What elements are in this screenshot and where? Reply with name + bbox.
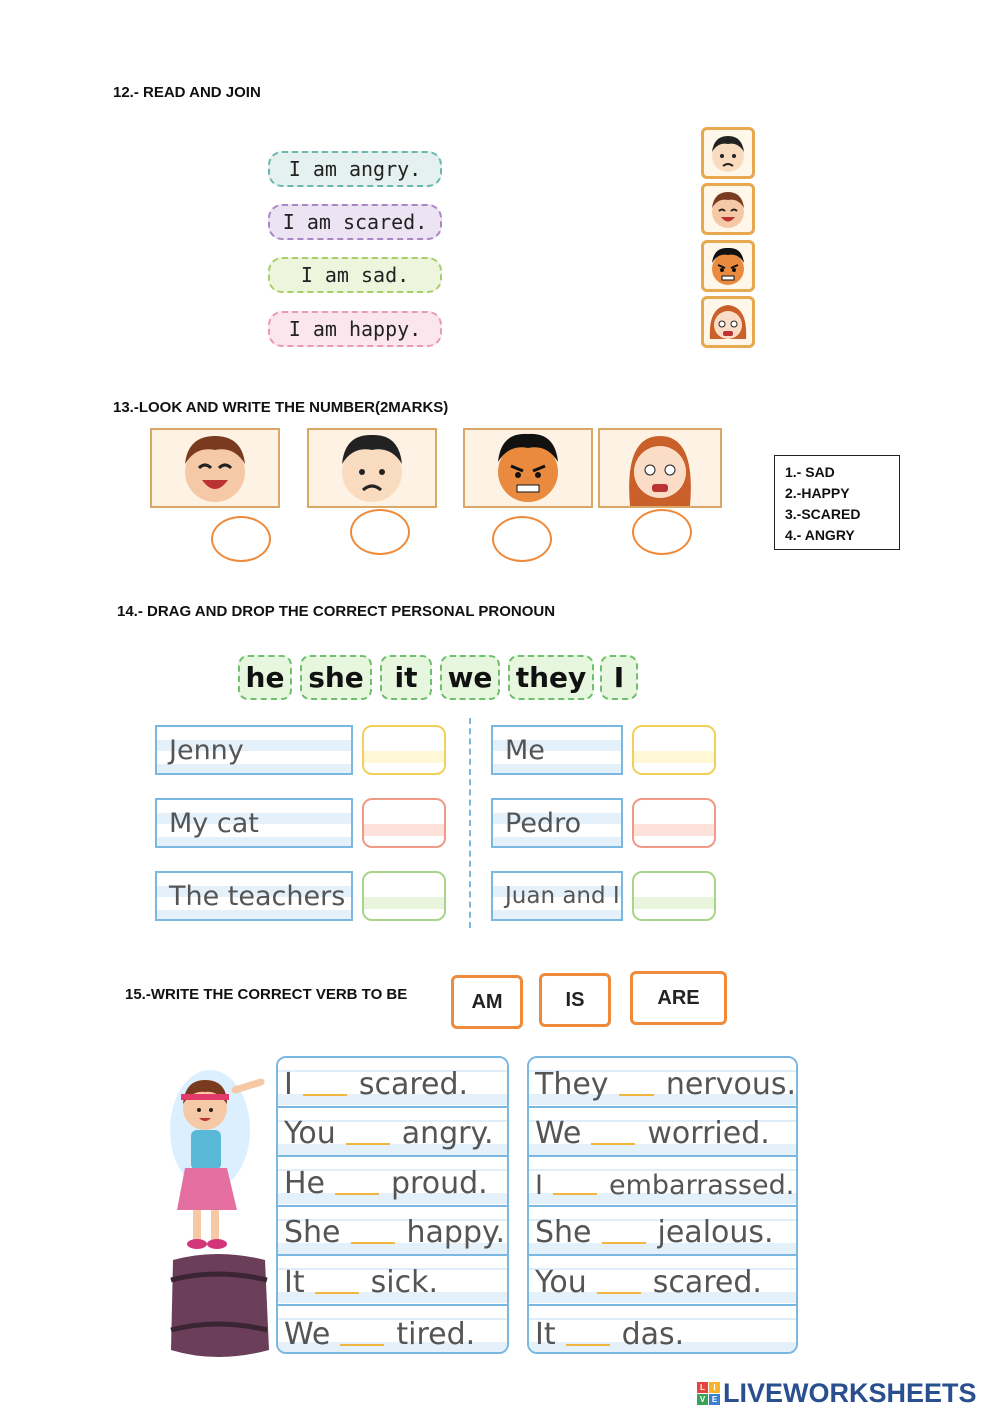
sad-boy-face-icon: [307, 428, 437, 508]
drop-box[interactable]: [632, 725, 716, 775]
verb-am[interactable]: AM: [451, 975, 523, 1029]
answer-circle-4[interactable]: [632, 509, 692, 555]
pronoun-it[interactable]: it: [380, 655, 432, 700]
sentence-row: He proud.: [278, 1157, 507, 1207]
answer-circle-2[interactable]: [350, 509, 410, 555]
sentence-row: We worried.: [529, 1108, 796, 1158]
drop-box[interactable]: [362, 871, 446, 921]
answer-blank[interactable]: [340, 1342, 384, 1346]
sentence-happy[interactable]: I am happy.: [268, 311, 442, 347]
section-13-heading: 13.-LOOK AND WRITE THE NUMBER(2MARKS): [113, 399, 449, 416]
word-box-pedro: Pedro: [491, 798, 623, 848]
drop-box[interactable]: [362, 798, 446, 848]
sentence-row: You angry.: [278, 1108, 507, 1158]
answer-blank[interactable]: [591, 1141, 635, 1145]
angry-boy-face-icon[interactable]: [701, 240, 755, 292]
sentence-row: I scared.: [278, 1058, 507, 1108]
legend-item: 3.-SCARED: [785, 506, 861, 522]
pronoun-she[interactable]: she: [300, 655, 372, 700]
answer-circle-1[interactable]: [211, 516, 271, 562]
word-box-jenny: Jenny: [155, 725, 353, 775]
sentence-row: It das.: [529, 1306, 796, 1354]
word-box-juan-and-i: Juan and I: [491, 871, 623, 921]
answer-blank[interactable]: [315, 1290, 359, 1294]
sentence-row: You scared.: [529, 1256, 796, 1306]
column-divider: [469, 718, 471, 928]
sentence-sad[interactable]: I am sad.: [268, 257, 442, 293]
answer-blank[interactable]: [346, 1141, 390, 1145]
scared-girl-face-icon[interactable]: [701, 296, 755, 348]
pronoun-he[interactable]: he: [238, 655, 292, 700]
sentence-row: She jealous.: [529, 1207, 796, 1257]
word-box-me: Me: [491, 725, 623, 775]
answer-blank[interactable]: [566, 1342, 610, 1346]
legend-item: 4.- ANGRY: [785, 527, 855, 543]
emotion-legend: [774, 455, 900, 550]
sentence-row: I embarrassed.: [529, 1157, 796, 1207]
drop-box[interactable]: [632, 871, 716, 921]
answer-blank[interactable]: [619, 1092, 654, 1096]
pronoun-they[interactable]: they: [508, 655, 594, 700]
section-15-heading: 15.-WRITE THE CORRECT VERB TO BE: [125, 986, 408, 1003]
logo-badge: L I V E: [697, 1382, 720, 1405]
pronoun-i[interactable]: I: [600, 655, 638, 700]
sentence-row: They nervous.: [529, 1058, 796, 1108]
verb-sentences-left: [276, 1056, 509, 1354]
drop-box[interactable]: [362, 725, 446, 775]
section-12-heading: 12.- READ AND JOIN: [113, 84, 261, 101]
answer-blank[interactable]: [602, 1240, 646, 1244]
verb-sentences-right: [527, 1056, 798, 1354]
liveworksheets-logo: [697, 1378, 977, 1409]
answer-blank[interactable]: [351, 1240, 395, 1244]
legend-item: 2.-HAPPY: [785, 485, 850, 501]
logo-text: LIVEWORKSHEETS: [723, 1378, 977, 1408]
happy-boy-face-icon[interactable]: [701, 183, 755, 235]
girl-on-barrel-illustration: [165, 1060, 275, 1370]
sad-boy-face-icon[interactable]: [701, 127, 755, 179]
sentence-row: We tired.: [278, 1306, 507, 1354]
sentence-angry[interactable]: I am angry.: [268, 151, 442, 187]
scared-girl-face-icon: [598, 428, 722, 508]
sentence-row: She happy.: [278, 1207, 507, 1257]
angry-boy-face-icon: [463, 428, 593, 508]
sentence-row: It sick.: [278, 1256, 507, 1306]
verb-is[interactable]: IS: [539, 973, 611, 1027]
answer-blank[interactable]: [335, 1191, 379, 1195]
pronoun-we[interactable]: we: [440, 655, 500, 700]
verb-are[interactable]: ARE: [630, 971, 727, 1025]
answer-circle-3[interactable]: [492, 516, 552, 562]
word-box-my-cat: My cat: [155, 798, 353, 848]
word-box-the-teachers: The teachers: [155, 871, 353, 921]
happy-boy-face-icon: [150, 428, 280, 508]
answer-blank[interactable]: [597, 1290, 641, 1294]
answer-blank[interactable]: [303, 1092, 347, 1096]
answer-blank[interactable]: [553, 1191, 597, 1195]
drop-box[interactable]: [632, 798, 716, 848]
sentence-scared[interactable]: I am scared.: [268, 204, 442, 240]
legend-item: 1.- SAD: [785, 464, 835, 480]
section-14-heading: 14.- DRAG AND DROP THE CORRECT PERSONAL PRONOUN: [117, 603, 556, 620]
